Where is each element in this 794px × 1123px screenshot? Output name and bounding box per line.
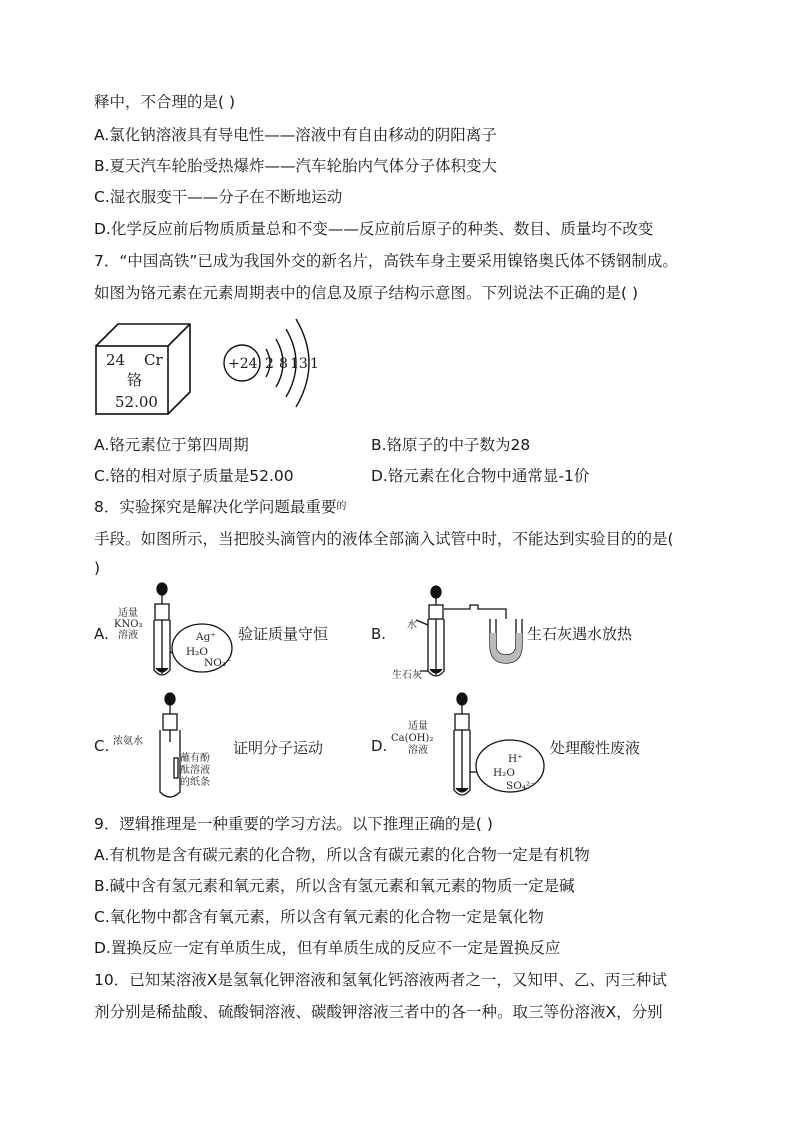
q7-option-c: C.铬的相对原子质量是52.00 (94, 467, 294, 485)
q8-c-caption: 证明分子运动 (233, 739, 324, 757)
q10-stem-line2: 剂分别是稀盐酸、硫酸铜溶液、碳酸钾溶液三者中的各一种。取三等份溶液X，分别 (94, 1003, 663, 1021)
atom-shell-4: 1 (310, 356, 319, 372)
q6-option-b: B.夏天汽车轮胎受热爆炸——汽车轮胎内气体分子体积变大 (94, 157, 498, 175)
q7-option-a: A.铬元素位于第四周期 (94, 436, 249, 454)
q8-a-ion-3: NO₃⁻ (204, 657, 232, 669)
q10-stem-line1: 10．已知某溶液X是氢氧化钾溶液和氢氧化钙溶液两者之一，又知甲、乙、丙三种试 (94, 971, 667, 989)
q8-d-ion-2: H₂O (493, 767, 515, 779)
q8-d-reagent-line3: 溶液 (408, 745, 428, 756)
q8-c-paper-line3: 的纸条 (180, 777, 210, 788)
q8-stem-line2: 手段。如图所示，当把胶头滴管内的液体全部滴入试管中时，不能达到实验目的的是( (94, 530, 674, 548)
q8-a-ion-1: Ag⁺ (196, 631, 216, 643)
q8-a-reagent-line2: KNO₃ (114, 619, 143, 630)
q8-c-paper-line1: 蘸有酚 (180, 753, 210, 764)
q8-b-apparatus (416, 585, 536, 685)
atom-shell-2: 8 (279, 356, 288, 372)
element-symbol: Cr (144, 351, 163, 369)
q9-option-a: A.有机物是含有碳元素的化合物，所以含有碳元素的化合物一定是有机物 (94, 846, 590, 864)
element-name: 铬 (127, 371, 143, 389)
q6-option-c: C.湿衣服变干——分子在不断地运动 (94, 188, 343, 206)
q7-stem-line2: 如图为铬元素在元素周期表中的信息及原子结构示意图。下列说法不正确的是( ) (94, 284, 639, 302)
q8-d-letter: D. (371, 737, 388, 755)
element-atomic-number: 24 (106, 351, 126, 369)
q8-a-ion-2: H₂O (186, 646, 208, 658)
q6-option-a: A.氯化钠溶液具有导电性——溶液中有自由移动的阴阳离子 (94, 126, 497, 144)
q8-b-caption: 生石灰遇水放热 (527, 625, 633, 643)
atom-nucleus-charge: +24 (228, 356, 258, 372)
q8-c-reagent-label: 浓氨水 (113, 736, 143, 747)
q8-b-letter: B. (371, 625, 387, 643)
q8-stem-line3: ) (94, 559, 101, 577)
atom-shell-1: 2 (265, 356, 274, 372)
q8-b-water-label: 水 (407, 620, 417, 631)
q8-d-reagent-line1: 适量 (408, 721, 428, 732)
q6-stem-tail: 释中，不合理的是( ) (94, 93, 236, 111)
q9-option-c: C.氧化物中都含有氧元素，所以含有氧元素的化合物一定是氧化物 (94, 908, 544, 926)
q8-d-ion-1: H⁺ (508, 753, 523, 765)
q8-d-reagent-line2: Ca(OH)₂ (391, 733, 434, 744)
element-mass: 52.00 (115, 393, 158, 411)
q8-b-solid-label: 生石灰 (392, 670, 422, 681)
q8-c-letter: C. (94, 737, 110, 755)
q7-option-d: D.铬元素在化合物中通常显-1价 (371, 467, 590, 485)
q7-option-b: B.铬原子的中子数为28 (371, 436, 531, 454)
q8-a-reagent-line3: 溶液 (118, 630, 138, 641)
q9-stem: 9．逻辑推理是一种重要的学习方法。以下推理正确的是( ) (94, 815, 493, 833)
atom-shell-3: 13 (290, 356, 308, 372)
q7-stem-line1: 7．“中国高铁”已成为我国外交的新名片，高铁车身主要采用镍铬奥氏体不锈钢制成。 (94, 252, 678, 270)
q8-d-ion-3: SO₄²⁻ (506, 780, 536, 792)
q8-a-caption: 验证质量守恒 (238, 625, 329, 643)
q8-a-reagent-line1: 适量 (118, 608, 138, 619)
q8-d-caption: 处理酸性废液 (550, 739, 641, 757)
q8-stem-line1: 8．实验探究是解决化学问题最重要$^的$ (94, 498, 347, 516)
q9-option-d: D.置换反应一定有单质生成，但有单质生成的反应不一定是置换反应 (94, 939, 561, 957)
q6-option-d: D.化学反应前后物质质量总和不变——反应前后原子的种类、数目、质量均不改变 (94, 220, 654, 238)
q8-c-paper-line2: 酞溶液 (180, 765, 210, 776)
q9-option-b: B.碱中含有氢元素和氧元素，所以含有氢元素和氧元素的物质一定是碱 (94, 877, 575, 895)
q8-a-letter: A. (94, 625, 109, 643)
